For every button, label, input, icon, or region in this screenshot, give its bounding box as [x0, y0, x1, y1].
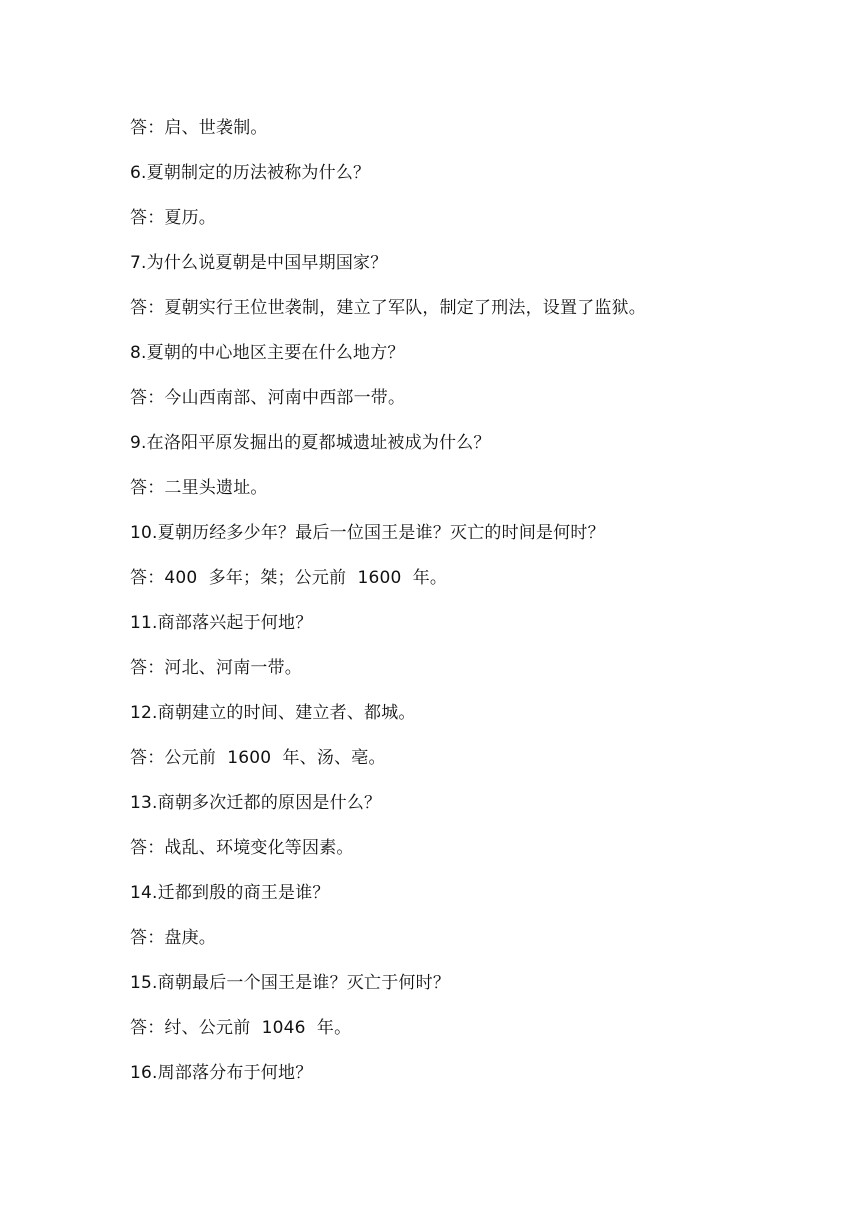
question-line: 14.迁都到殷的商王是谁？ — [130, 883, 330, 903]
answer-line: 答：战乱、环境变化等因素。 — [130, 838, 354, 858]
answer-line: 答：二里头遗址。 — [130, 478, 268, 498]
question-line: 11.商部落兴起于何地？ — [130, 613, 313, 633]
question-line: 6.夏朝制定的历法被称为什么？ — [130, 163, 371, 183]
answer-line: 答：公元前 1600 年、汤、亳。 — [130, 748, 386, 768]
question-line: 9.在洛阳平原发掘出的夏都城遗址被成为什么？ — [130, 433, 491, 453]
answer-line: 答：今山西南部、河南中西部一带。 — [130, 388, 406, 408]
question-line: 16.周部落分布于何地？ — [130, 1063, 313, 1083]
answer-line: 答：启、世袭制。 — [130, 118, 268, 138]
answer-line: 答：河北、河南一带。 — [130, 658, 302, 678]
question-line: 15.商朝最后一个国王是谁？灭亡于何时？ — [130, 973, 451, 993]
qa-text-block — [130, 114, 770, 1104]
question-line: 7.为什么说夏朝是中国早期国家？ — [130, 253, 388, 273]
answer-line: 答：400 多年；桀；公元前 1600 年。 — [130, 568, 448, 588]
question-line: 12.商朝建立的时间、建立者、都城。 — [130, 703, 416, 723]
answer-line: 答：夏朝实行王位世袭制，建立了军队，制定了刑法，设置了监狱。 — [130, 298, 646, 318]
question-line: 13.商朝多次迁都的原因是什么？ — [130, 793, 382, 813]
answer-line: 答：纣、公元前 1046 年。 — [130, 1018, 352, 1038]
answer-line: 答：夏历。 — [130, 208, 216, 228]
answer-line: 答：盘庚。 — [130, 928, 216, 948]
question-line: 10.夏朝历经多少年？最后一位国王是谁？灭亡的时间是何时？ — [130, 523, 605, 543]
question-line: 8.夏朝的中心地区主要在什么地方？ — [130, 343, 405, 363]
